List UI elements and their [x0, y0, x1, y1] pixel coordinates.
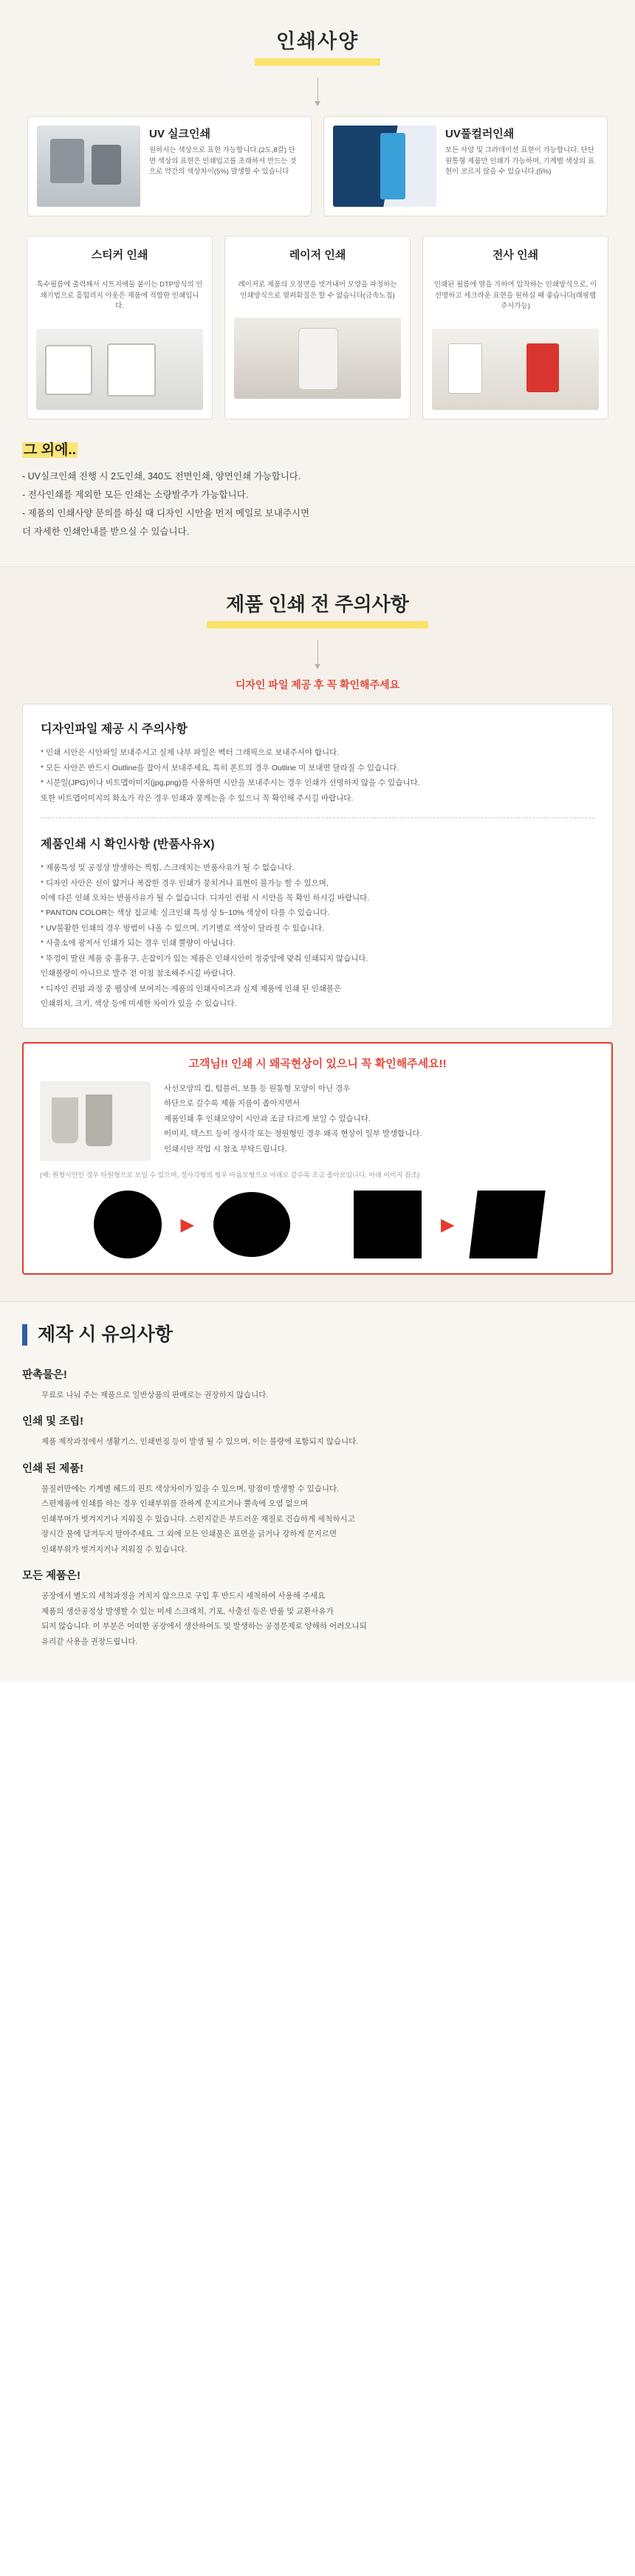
ellipse-shape-icon: [213, 1192, 290, 1257]
etc-item: - 제품의 인쇄사양 문의를 하실 때 디자인 시안을 먼저 메일로 보내주시면: [22, 508, 310, 519]
block2-heading: 제품인쇄 시 확인사항 (반품사유X): [41, 838, 215, 852]
card-heading: 전사 인쇄: [492, 249, 539, 261]
laser-print-photo: [234, 318, 401, 399]
block-printed-product: [22, 1453, 613, 1560]
card-heading: UV 실크인쇄: [149, 128, 210, 140]
etc-item: 더 자세한 인쇄안내를 받으실 수 있습니다.: [22, 527, 190, 538]
block-line: 장시간 물에 담겨두지 말아주세요. 그 외에 모든 인쇄물은 표면을 긁거나 강하게 문지르면: [41, 1530, 337, 1539]
block1-list: [41, 745, 594, 806]
list-item: * 디자인 사안은 선이 얇거나 복잡한 경우 인쇄가 뭉치거나 표현이 불가능 할 수 있으며,: [41, 878, 329, 888]
card-transfer: [422, 236, 608, 419]
list-item: 이에 다른 인쇄 오차는 반품사유가 될 수 없습니다. 디자인 컨펌 시 시안을 꼭 확인 하시길 바랍니다.: [41, 893, 370, 902]
block-heading: 판촉물은!: [22, 1368, 67, 1381]
block-all-products: [22, 1560, 613, 1652]
section2-title: 제품 인쇄 전 주의사항: [226, 593, 409, 616]
list-item: 사선모양의 컵, 텀블러, 보틀 등 원통형 모양이 아닌 경우: [164, 1083, 351, 1093]
circle-shape-icon: [94, 1191, 162, 1258]
title-underline: [255, 58, 380, 66]
section-production-notice: [0, 1301, 635, 1682]
card-uv-silk: [27, 116, 312, 216]
redbox-heading: 고객님!! 인쇄 시 왜곡현상이 있으니 꼭 확인해주세요!!: [188, 1057, 447, 1070]
list-item: * 제품특성 및 공정상 발생하는 찍힘, 스크래치는 반품사유가 될 수 없습니다.: [41, 863, 295, 873]
list-item: 이미지, 텍스트 등이 정사각 또는 정원형인 경우 왜곡 현상이 일부 발생합니다.: [164, 1129, 422, 1139]
block-print-assembly: [22, 1405, 613, 1452]
list-item: * 시문일(JPG)이나 비트맵이미지(jpg,png)를 사용하면 시안을 보내주시는 경우 인쇄가 선명하지 않을 수 있습니다.: [41, 778, 420, 788]
block-heading: 인쇄 된 제품!: [22, 1462, 83, 1475]
card-body: 톡수필름에 출력해서 시트지에둘 붙이는 DTP방식의 인쇄기법으로 흩힘리지 아웃은 제품에 적합한 인쇄입니다.: [36, 281, 203, 311]
etc-item: - 전사인쇄를 제외한 모든 인쇄는 소량발주가 가능합니다.: [22, 490, 249, 501]
transfer-print-photo: [432, 329, 599, 410]
block-line: 스편제품에 인쇄를 하는 경우 인쇄부위를 잔하게 문지르거나 뿔속에 오염 없으며: [41, 1499, 308, 1509]
arrow-right-icon: ▶: [180, 1214, 194, 1235]
block-line: 되지 않습니다. 이 부분은 어떠한 공장에서 생산하여도 및 발생하는 공정문제로 양해하 어려오니되: [41, 1622, 367, 1631]
list-item: 제품인쇄 후 인쇄모양이 시안과 조금 다르게 보일 수 있습니다.: [164, 1114, 371, 1123]
block-line: 제품의 생산공정상 발생할 수 있는 미세 스크래치, 기포, 사출선 등은 반품 및 교환사유가: [41, 1606, 334, 1616]
list-item: * 뚜껑이 딸린 제품 중 홈용구, 손잡이가 있는 제품은 인쇄시안이 정중앙에 맞춰 인쇄되지 않습니다.: [41, 953, 368, 963]
list-item: * 모든 사안은 반드시 Outline을 잡아서 보내주세요, 특히 폰트의 경우 Outline 미 보내면 달라질 수 있습니다.: [41, 763, 399, 773]
block-line: 인쇄부머가 벗겨지거나 지워질 수 있습니다. 스펀지같은 부드러운 재질로 건습하게 세척하시고: [41, 1514, 355, 1524]
section-pre-print-caution: [0, 566, 635, 1301]
skewed-square-shape-icon: [470, 1191, 546, 1258]
block2-list: [41, 860, 594, 1012]
shape-comparison: [40, 1191, 595, 1258]
redbox-note: (예: 원형시안인 경우 타원형으로 보일 수 있으며, 정사각형의 형우 마름모형으로 아래로 갈수록 조금 좁아보입니다. 아래 이미지 참조): [40, 1171, 420, 1179]
cards-row-top: [0, 109, 635, 216]
card-heading: 레이저 인쇄: [289, 249, 346, 261]
list-item: * PANTON COLOR는 색상 칩교체: 실크인쇄 특성 상 5~10% 색상이 다를 수 있습니다.: [41, 908, 330, 918]
block-line: 제품 제작과정에서 생활기스, 인쇄번짐 등이 발생 될 수 있으며, 이는 불량에 포함되지 않습니다.: [41, 1437, 359, 1447]
uv-silk-print-photo: [37, 126, 140, 207]
list-item: 하단으로 갈수록 제품 지름이 좁아지면서: [164, 1099, 301, 1109]
block-line: 물질러만에는 기계별 헤드의 핀트 색상차이가 있을 수 있으며, 망점이 발생할 수 있습니다.: [41, 1484, 340, 1493]
block-heading: 인쇄 및 조립!: [22, 1416, 83, 1428]
section1-title: 인쇄사양: [275, 30, 360, 52]
card-sticker: [27, 236, 213, 419]
distortion-warning-box: [22, 1042, 613, 1275]
design-file-caution-box: [22, 704, 613, 1029]
block-line: 유리같 사용을 권장드립니다.: [41, 1637, 138, 1646]
section2-subtitle: 디자인 파일 제공 후 꼭 확인해주세요: [235, 679, 400, 691]
arrow-right-icon: ▶: [441, 1214, 455, 1235]
list-item: * 사출소에 광저서 인쇄가 되는 경우 인쇄 뿔량이 아닙니다.: [41, 939, 236, 948]
etc-block: [22, 439, 613, 541]
list-item: * UV불활한 인쇄의 경우 방범이 나올 수 있으며, 기기별로 색상이 달라질 수 있습니다.: [41, 923, 325, 933]
card-uv-fullcolor: [323, 116, 608, 216]
list-item: 인쇄위치, 크기, 색상 등에 미세한 차이가 있을 수 있습니다.: [41, 999, 237, 1009]
etc-heading: 그 외에..: [24, 442, 76, 459]
card-heading: UV풀컬러인쇄: [445, 128, 515, 140]
card-body: 레이저로 제품의 오징면을 벗겨내어 모양을 파정하는 인쇄방식으로 열퍼화질은 할 수 없습니다(금속노칩): [238, 281, 397, 300]
block-line: 공장에서 별도의 세척과정을 거치지 않으므로 구입 후 반드시 세척하여 사용해 주세요: [41, 1592, 326, 1601]
card-body: 원하시는 색상으로 표현 가능합니다.(2도,8칼) 단면 색상의 표현은 인쇄입고를 초래하셔 만드는 것으로 약간의 색상차이(5%) 발생할 수 있습니다: [149, 146, 297, 177]
square-shape-icon: [354, 1191, 422, 1258]
list-item: 인쇄시안 작업 시 참조 부탁드립니다.: [164, 1144, 287, 1154]
block-line: 인쇄부위가 벗겨지거나 지워질 수 있습니다.: [41, 1544, 188, 1554]
tumbler-photo: [40, 1081, 151, 1161]
block-line: 무료로 나눠 주는 제품으로 일반상품의 판매로는 권장하지 않습니다.: [41, 1390, 269, 1400]
list-item: 인쇄볼량이 아니므로 발주 전 이점 참조해주시길 바랍니다.: [41, 969, 236, 979]
etc-item: - UV실크인쇄 진행 시 2도인쇄, 340도 전면인쇄, 양면인쇄 가능합니다.: [22, 471, 301, 482]
card-body: 모든 사양 및 그라데이션 표현이 가능합니다. 단단 원통형 제품만 인쇄가 가능하며, 기계별 색상의 표현이 코르지 않을 수 있습니다.(5%): [445, 146, 595, 177]
cards-row-bottom: [0, 228, 635, 419]
redbox-text: [164, 1081, 595, 1157]
section3-title: 제작 시 유의사항: [22, 1324, 613, 1346]
list-item: * 인쇄 시안은 시안파일 보내주시고 실제 나부 파일은 벡터 그래픽으로 보내주셔야 합니다.: [41, 748, 340, 758]
block1-heading: 디자인파일 제공 시 주의사항: [41, 723, 188, 736]
section-print-spec: [0, 0, 635, 566]
list-item: 또한 비트맵이미지의 화소가 작은 경우 인쇄과 뭉게는을 수 있으니 꼭 확인해 주시길 바랍니다.: [41, 793, 354, 803]
uv-fullcolor-print-photo: [333, 126, 436, 207]
title-underline: [207, 621, 428, 628]
card-heading: 스티커 인쇄: [91, 249, 148, 261]
sticker-print-photo: [36, 329, 203, 410]
card-body: 인쇄된 필름에 열을 가하여 압착하는 인쇄방식으로, 이 선명하고 세크라운 표현을 원하실 때 좋습니다(래핑랩주시가능): [433, 281, 597, 311]
block-heading: 모든 제품은!: [22, 1570, 80, 1583]
list-item: * 디자인 컨펌 과정 중 웹상에 보여지는 제품의 인쇄사이즈과 실제 제품에 인쇄 된 인쇄볼은: [41, 984, 342, 993]
card-laser: [224, 236, 411, 419]
block-promotional: [22, 1359, 613, 1405]
